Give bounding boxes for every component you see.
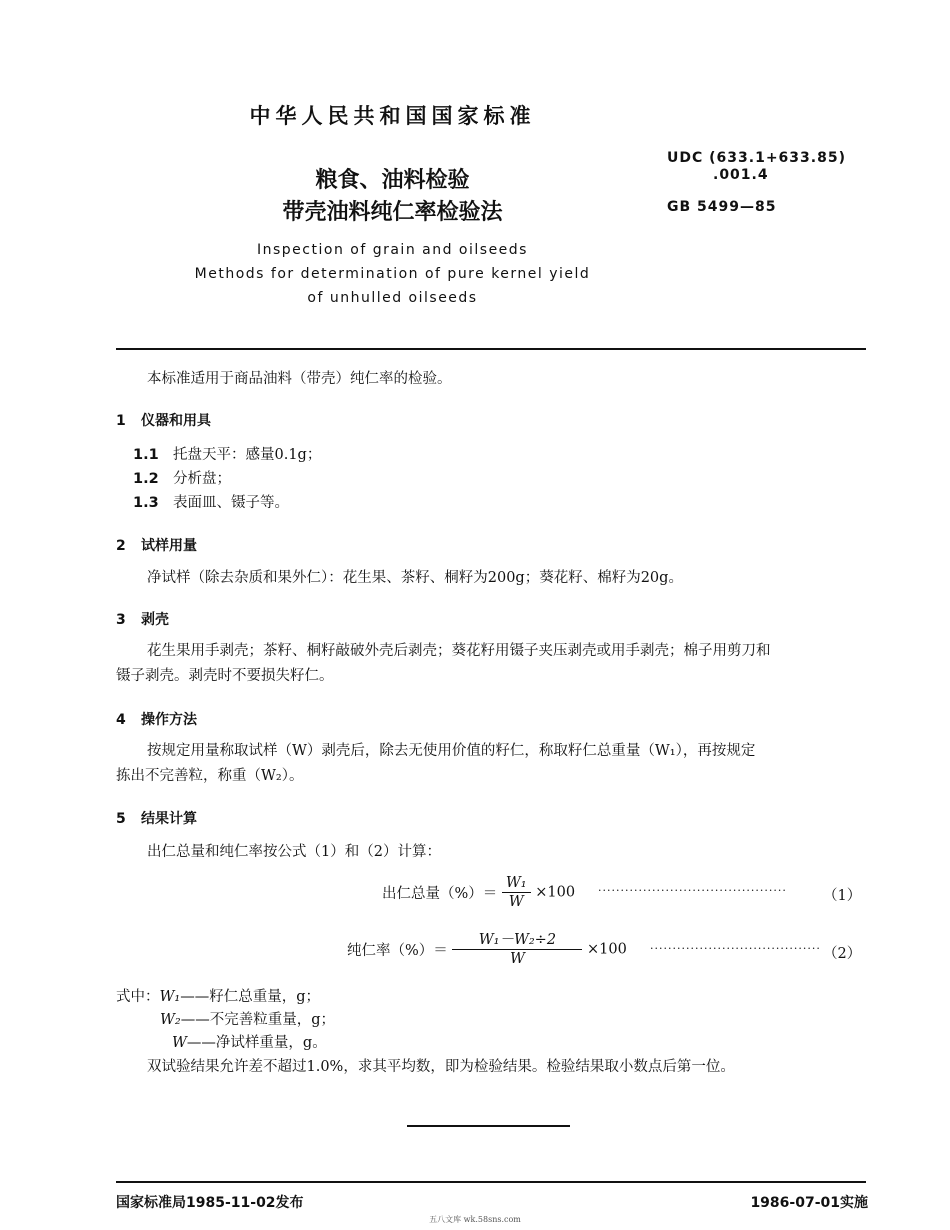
- where-prefix: 式中：: [116, 989, 160, 1005]
- section-title: 操作方法: [141, 712, 197, 728]
- section-5-heading: [116, 808, 197, 828]
- variable-description: ——不完善粒重量，g；: [180, 1012, 335, 1028]
- section-2-heading: [116, 535, 197, 555]
- implementation-date: 1986-07-01实施: [750, 1195, 868, 1211]
- section-number: 2: [116, 538, 126, 554]
- formula-lhs: 纯仁率（%）＝: [347, 943, 448, 959]
- list-item: [133, 491, 289, 512]
- variable-definition: [172, 1031, 327, 1055]
- variable-symbol: W: [172, 1035, 187, 1051]
- variable-definition: [116, 985, 320, 1009]
- variable-definition: [160, 1008, 335, 1032]
- chinese-title-line2: 带壳油料纯仁率检验法: [282, 200, 503, 225]
- variable-symbol: W₁: [159, 989, 181, 1005]
- section-title: 仪器和用具: [141, 413, 211, 429]
- item-number: 1.3: [133, 495, 159, 511]
- section-4-heading: [116, 709, 197, 729]
- formula-multiplier: ×100: [535, 884, 576, 901]
- gb-number: GB 5499—85: [667, 199, 777, 215]
- formula-1: [382, 874, 575, 911]
- section-number: 5: [116, 811, 126, 827]
- header-divider: [116, 348, 866, 350]
- formula-2-number: （2）: [823, 946, 862, 962]
- section-2-body: 净试样（除去杂质和果外仁）：花生果、茶籽、桐籽为200g；葵花籽、棉籽为20g。: [147, 570, 683, 586]
- section-number: 3: [116, 612, 126, 628]
- conclusion-text: 双试验结果允许差不超过1.0%，求其平均数，即为检验结果。检验结果取小数点后第一位。: [147, 1059, 735, 1075]
- chinese-title-line1: 粮食、油料检验: [315, 168, 470, 193]
- udc-line1: UDC (633.1+633.85): [667, 150, 846, 166]
- section-4-body-line1: 按规定用量称取试样（W）剥壳后，除去无使用价值的籽仁，称取籽仁总重量（W₁），再按规定: [147, 743, 756, 759]
- section-3-body-line1: 花生果用手剥壳；茶籽、桐籽敲破外壳后剥壳；葵花籽用镊子夹压剥壳或用手剥壳；棉子用剪刀和: [147, 643, 771, 659]
- fraction-numerator: W₁－W₂÷2: [452, 931, 582, 950]
- formula-2: [347, 931, 627, 968]
- formula-fraction: [452, 931, 582, 968]
- footer-divider: [116, 1181, 866, 1183]
- section-3-heading: [116, 609, 169, 629]
- english-title-line3: of unhulled oilseeds: [307, 290, 478, 306]
- english-title: [0, 238, 785, 310]
- item-number: 1.1: [133, 447, 159, 463]
- list-item: [133, 443, 321, 464]
- fraction-denominator: W: [508, 894, 524, 910]
- section-4-body-line2: 拣出不完善粒，称重（W₂）。: [116, 768, 304, 784]
- formula-2-leader-dots: ······································: [650, 942, 821, 955]
- english-title-line1: Inspection of grain and oilseeds: [257, 242, 528, 258]
- section-number: 1: [116, 413, 126, 429]
- formula-1-leader-dots: ··········································: [598, 884, 787, 897]
- issue-date: 国家标准局1985-11-02发布: [116, 1195, 304, 1211]
- variable-description: ——籽仁总重量，g；: [180, 989, 321, 1005]
- formula-fraction: [502, 874, 531, 911]
- udc-code: [667, 150, 846, 184]
- section-5-intro: 出仁总量和纯仁率按公式（1）和（2）计算：: [147, 844, 441, 860]
- end-rule: [407, 1125, 570, 1127]
- section-3-body-line2: 镊子剥壳。剥壳时不要损失籽仁。: [116, 668, 334, 684]
- item-text: 分析盘；: [173, 471, 231, 487]
- section-number: 4: [116, 712, 126, 728]
- english-title-line2: Methods for determination of pure kernel yield: [194, 266, 591, 282]
- section-1-heading: [116, 410, 211, 430]
- formula-multiplier: ×100: [587, 941, 627, 958]
- section-title: 试样用量: [141, 538, 197, 554]
- fraction-denominator: W: [509, 951, 525, 967]
- variable-description: ——净试样重量，g。: [186, 1035, 327, 1051]
- item-text: 托盘天平：感量0.1g；: [173, 447, 322, 463]
- list-item: [133, 467, 231, 488]
- fraction-numerator: W₁: [502, 874, 531, 893]
- watermark: 五八文库 wk.58sns.com: [429, 1215, 521, 1224]
- item-number: 1.2: [133, 471, 159, 487]
- national-standard-title: 中华人民共和国国家标准: [249, 104, 536, 128]
- item-text: 表面皿、镊子等。: [173, 495, 289, 511]
- section-title: 结果计算: [141, 811, 197, 827]
- section-title: 剥壳: [141, 612, 169, 628]
- formula-lhs: 出仁总量（%）＝: [382, 886, 498, 902]
- udc-line2: .001.4: [713, 167, 769, 183]
- formula-1-number: （1）: [823, 888, 862, 904]
- intro-text: 本标准适用于商品油料（带壳）纯仁率的检验。: [147, 371, 452, 387]
- variable-symbol: W₂: [160, 1012, 181, 1028]
